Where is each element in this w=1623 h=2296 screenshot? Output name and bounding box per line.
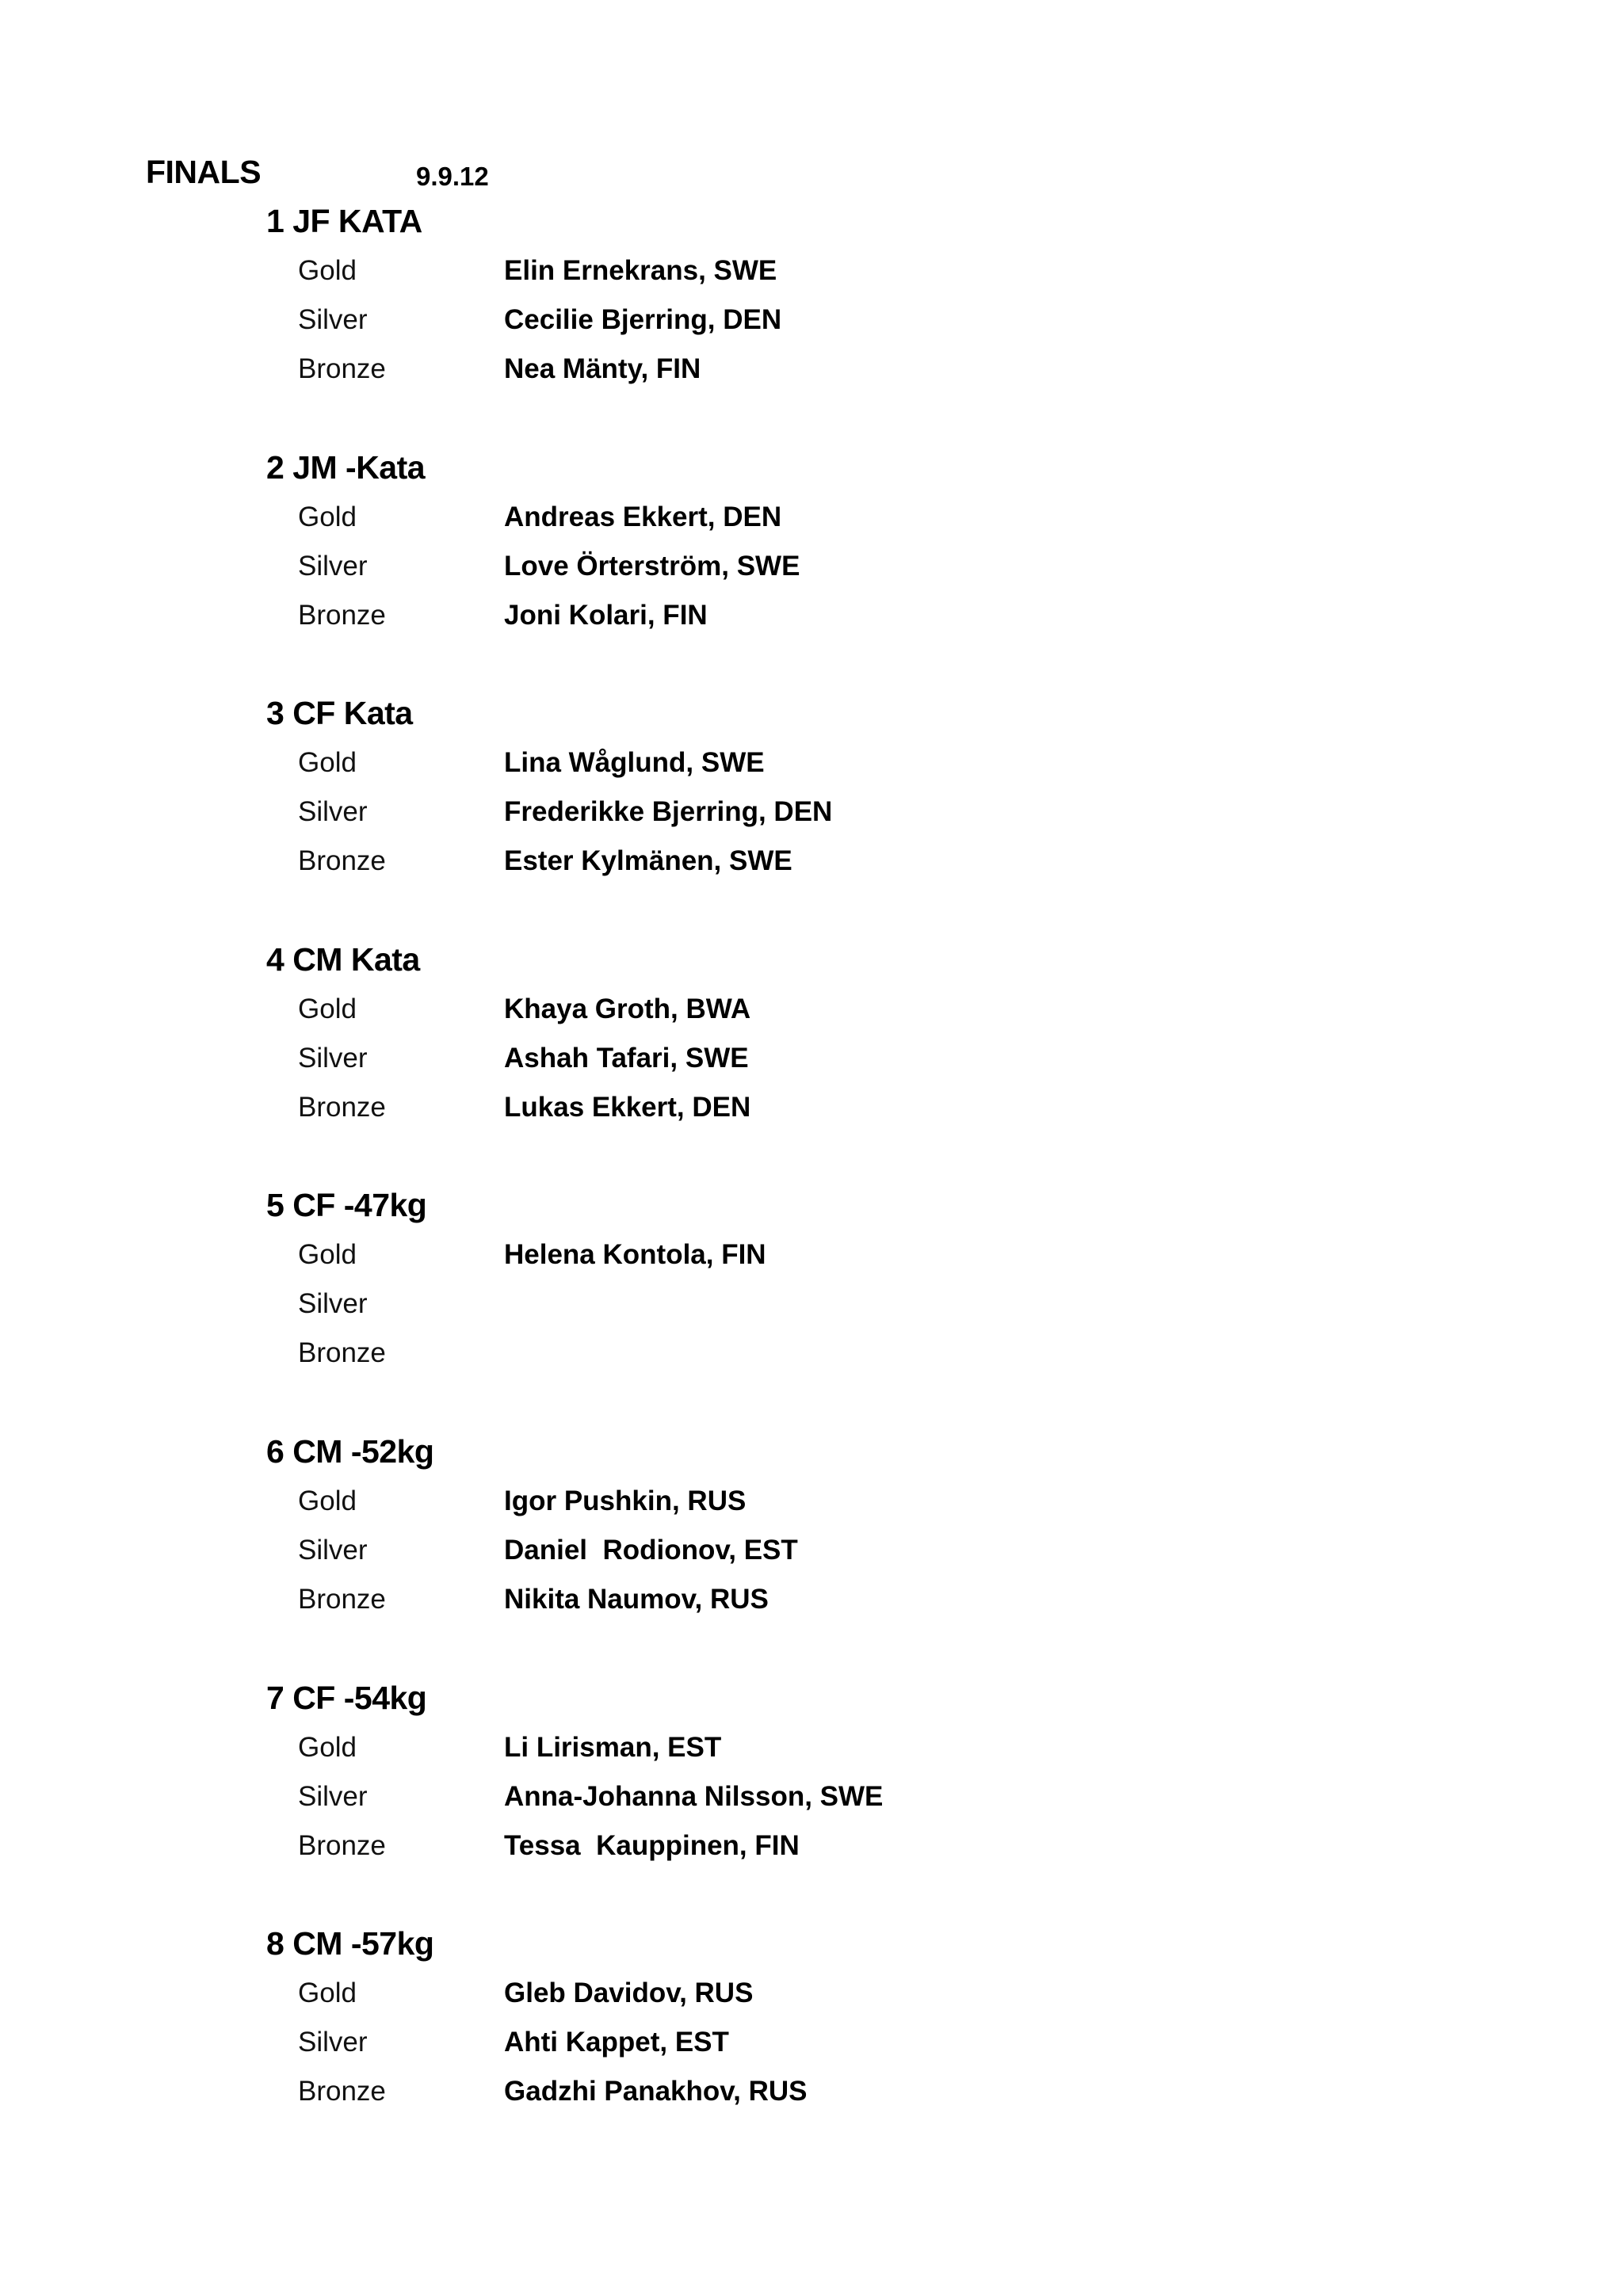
medal-row-gold [298, 1732, 1328, 1772]
medal-winner: Tessa Kauppinen, FIN [504, 1829, 800, 1861]
event-heading: 4 CM Kata [266, 940, 420, 978]
medal-row-gold [298, 255, 1328, 295]
medal-winner: Ashah Tafari, SWE [504, 1042, 749, 1074]
medal-label: Bronze [298, 845, 386, 877]
medal-label: Gold [298, 501, 357, 532]
medal-label: Bronze [298, 1829, 386, 1861]
medal-label: Gold [298, 1485, 357, 1516]
medal-winner: Elin Ernekrans, SWE [504, 255, 777, 286]
medal-winner: Andreas Ekkert, DEN [504, 501, 782, 532]
medal-row-silver [298, 304, 1328, 344]
medal-row-silver [298, 551, 1328, 590]
medal-row-bronze [298, 1337, 1328, 1377]
medal-label: Silver [298, 550, 368, 582]
medal-winner: Nea Mänty, FIN [504, 353, 701, 384]
medal-row-bronze [298, 2076, 1328, 2115]
medal-row-bronze [298, 1830, 1328, 1870]
medal-winner: Ester Kylmänen, SWE [504, 845, 792, 877]
medal-label: Bronze [298, 2076, 386, 2107]
event-block [266, 1675, 1376, 1921]
medal-winner: Gleb Davidov, RUS [504, 1978, 754, 2009]
medal-winner: Lukas Ekkert, DEN [504, 1091, 751, 1123]
medal-label: Gold [298, 747, 357, 779]
medal-winner: Daniel Rodionov, EST [504, 1534, 798, 1566]
medal-winner: Ahti Kappet, EST [504, 2027, 729, 2058]
medal-row-gold [298, 1978, 1328, 2017]
medal-winner: Igor Pushkin, RUS [504, 1485, 747, 1516]
medal-winner: Nikita Naumov, RUS [504, 1583, 769, 1615]
medal-row-bronze [298, 1584, 1328, 1623]
medal-winner: Joni Kolari, FIN [504, 599, 708, 631]
medal-label: Bronze [298, 1091, 386, 1123]
medal-winner: Helena Kontola, FIN [504, 1239, 766, 1271]
medal-row-bronze [298, 845, 1328, 885]
medal-label: Gold [298, 993, 357, 1024]
medal-row-silver [298, 1288, 1328, 1328]
event-block [266, 444, 1376, 691]
medal-label: Bronze [298, 1583, 386, 1615]
medal-row-gold [298, 1239, 1328, 1279]
medal-row-silver [298, 796, 1328, 836]
medal-winner: Lina Wåglund, SWE [504, 747, 765, 779]
medal-label: Bronze [298, 1337, 386, 1369]
medal-label: Silver [298, 304, 368, 335]
medal-row-silver [298, 1043, 1328, 1082]
medal-row-bronze [298, 600, 1328, 639]
event-heading: 6 CM -52kg [266, 1432, 434, 1470]
event-block [266, 1428, 1376, 1675]
medal-row-gold [298, 994, 1328, 1033]
event-heading: 8 CM -57kg [266, 1925, 434, 1962]
medal-label: Silver [298, 1288, 368, 1320]
medal-winner: Frederikke Bjerring, DEN [504, 796, 833, 828]
medal-label: Gold [298, 1731, 357, 1763]
event-heading: 7 CF -54kg [266, 1679, 427, 1716]
medal-winner: Gadzhi Panakhov, RUS [504, 2076, 808, 2107]
medal-winner: Li Lirisman, EST [504, 1731, 722, 1763]
event-heading: 1 JF KATA [266, 203, 422, 239]
medal-label: Bronze [298, 353, 386, 384]
medal-label: Gold [298, 1239, 357, 1271]
medal-row-silver [298, 2027, 1328, 2066]
medal-row-gold [298, 502, 1328, 541]
medal-winner: Cecilie Bjerring, DEN [504, 304, 782, 335]
event-block [266, 1182, 1376, 1428]
medal-winner: Khaya Groth, BWA [504, 993, 751, 1024]
page-header [146, 151, 859, 198]
medal-label: Bronze [298, 599, 386, 631]
medal-label: Silver [298, 796, 368, 828]
event-heading: 3 CF Kata [266, 695, 413, 732]
event-block [266, 936, 1376, 1183]
medal-label: Gold [298, 255, 357, 286]
medal-row-bronze [298, 1092, 1328, 1131]
event-heading: 2 JM -Kata [266, 448, 426, 486]
medal-winner: Anna-Johanna Nilsson, SWE [504, 1780, 884, 1812]
medal-label: Silver [298, 1780, 368, 1812]
event-block [266, 1920, 1376, 2167]
event-list [266, 198, 1376, 2167]
event-block [266, 198, 1376, 444]
medal-row-silver [298, 1535, 1328, 1574]
medal-row-bronze [298, 353, 1328, 393]
medal-label: Gold [298, 1978, 357, 2009]
medal-row-gold [298, 1486, 1328, 1525]
medal-row-silver [298, 1781, 1328, 1821]
medal-label: Silver [298, 1534, 368, 1566]
medal-label: Silver [298, 1042, 368, 1074]
medal-row-gold [298, 747, 1328, 787]
event-heading: 5 CF -47kg [266, 1187, 427, 1224]
event-block [266, 690, 1376, 936]
page-title: FINALS [146, 154, 262, 190]
medal-label: Silver [298, 2027, 368, 2058]
page-date: 9.9.12 [416, 162, 489, 191]
medal-winner: Love Örterström, SWE [504, 550, 800, 582]
